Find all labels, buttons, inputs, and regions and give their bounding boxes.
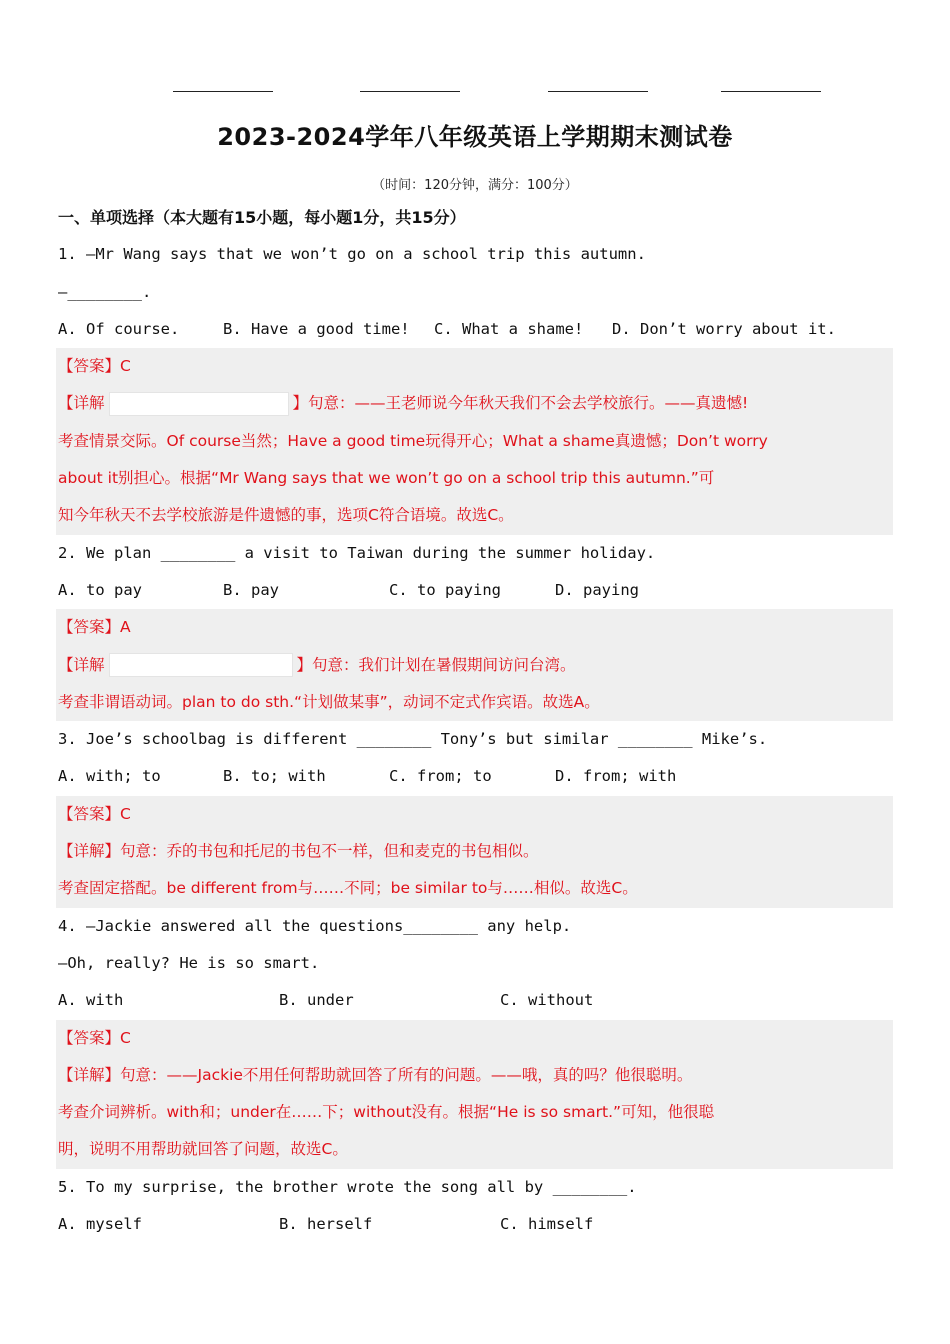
section-heading: 一、单项选择（本大题有15小题，每小题1分，共15分）: [58, 208, 466, 227]
q4-stem-reply: —Oh, really? He is so smart.: [58, 953, 320, 972]
redaction-box: [109, 392, 289, 416]
q4-explain-1: 考查介词辨析。with和；under在……下；without没有。根据“He is so smart.”可知，他很聪: [58, 1103, 715, 1122]
blank-line-4[interactable]: [721, 91, 821, 92]
blank-line-1[interactable]: [173, 91, 273, 92]
q3-answer-block: [56, 796, 893, 908]
q1-explain-1: 考查情景交际。Of course当然；Have a good time玩得开心；What a shame真遗憾；Don’t worry: [58, 431, 768, 450]
page-title: 2023-2024学年八年级英语上学期期末测试卷: [217, 123, 733, 151]
q1-detail: [58, 385, 893, 422]
q3-option-a[interactable]: A. with; to: [58, 767, 161, 786]
q4-answer: 【答案】C: [58, 1028, 131, 1047]
q3-explain-1: 考查固定搭配。be different from与……不同；be similar to与……相似。故选C。: [58, 879, 638, 898]
q4-options: [58, 982, 893, 1019]
q1-option-b[interactable]: B. Have a good time!: [223, 319, 410, 338]
q1-option-a[interactable]: A. Of course.: [58, 319, 180, 338]
q2-detail-text: 】句意：我们计划在暑假期间访问台湾。: [296, 655, 576, 674]
page-subtitle: （时间：120分钟，满分：100分）: [372, 178, 578, 193]
q1-options: [58, 311, 893, 348]
q3-option-c[interactable]: C. from; to: [389, 767, 492, 786]
q4-option-b[interactable]: B. under: [279, 991, 354, 1010]
q4-option-c[interactable]: C. without: [500, 991, 594, 1010]
q2-option-d[interactable]: D. paying: [555, 580, 639, 599]
blank-line-2[interactable]: [360, 91, 460, 92]
q4-stem: 4. —Jackie answered all the questions________ any help.: [58, 916, 572, 935]
q5-option-a[interactable]: A. myself: [58, 1215, 142, 1234]
q2-option-c[interactable]: C. to paying: [389, 580, 501, 599]
q1-detail-label: 【详解: [58, 394, 105, 413]
q2-detail-label: 【详解: [58, 655, 105, 674]
q3-options: [58, 758, 893, 795]
q2-option-b[interactable]: B. pay: [223, 580, 279, 599]
q2-stem: 2. We plan ________ a visit to Taiwan during the summer holiday.: [58, 543, 656, 562]
q1-stem-reply: —________.: [58, 282, 152, 301]
q4-detail: 【详解】句意：——Jackie不用任何帮助就回答了所有的问题。——哦，真的吗？他很聪明。: [58, 1065, 693, 1084]
q2-answer: 【答案】A: [58, 618, 131, 637]
exam-content: [58, 199, 893, 1243]
q4-answer-block: [56, 1020, 893, 1169]
q1-detail-text: 】句意：——王老师说今年秋天我们不会去学校旅行。——真遗憾!: [292, 394, 749, 413]
q2-option-a[interactable]: A. to pay: [58, 580, 142, 599]
q1-answer-block: [56, 348, 893, 534]
q5-option-b[interactable]: B. herself: [279, 1215, 373, 1234]
q2-answer-block: [56, 609, 893, 721]
q5-options: [58, 1206, 893, 1243]
q1-option-c[interactable]: C. What a shame!: [434, 319, 584, 338]
q1-answer: 【答案】C: [58, 357, 131, 376]
q1-stem: 1. —Mr Wang says that we won’t go on a school trip this autumn.: [58, 245, 646, 264]
q1-option-d[interactable]: D. Don’t worry about it.: [612, 319, 836, 338]
q3-option-b[interactable]: B. to; with: [223, 767, 326, 786]
info-blanks: [0, 78, 950, 98]
q1-explain-2: about it别担心。根据“Mr Wang says that we won’t go on a school trip this autumn.”可: [58, 469, 715, 488]
q2-detail: [58, 647, 893, 684]
q1-explain-3: 知今年秋天不去学校旅游是件遗憾的事，选项C符合语境。故选C。: [58, 506, 514, 525]
q4-explain-2: 明，说明不用帮助就回答了问题，故选C。: [58, 1140, 348, 1159]
q4-option-a[interactable]: A. with: [58, 991, 124, 1010]
q5-option-c[interactable]: C. himself: [500, 1215, 594, 1234]
blank-line-3[interactable]: [548, 91, 648, 92]
q2-options: [58, 572, 893, 609]
q3-answer: 【答案】C: [58, 804, 131, 823]
q5-stem: 5. To my surprise, the brother wrote the song all by ________.: [58, 1177, 637, 1196]
redaction-box: [109, 653, 293, 677]
q2-explain-1: 考查非谓语动词。plan to do sth.“计划做某事”，动词不定式作宾语。故选A。: [58, 692, 600, 711]
q3-detail: 【详解】句意：乔的书包和托尼的书包不一样，但和麦克的书包相似。: [58, 842, 539, 861]
q3-option-d[interactable]: D. from; with: [555, 767, 677, 786]
q3-stem: 3. Joe’s schoolbag is different ________ Tony’s but similar ________ Mike’s.: [58, 730, 768, 749]
